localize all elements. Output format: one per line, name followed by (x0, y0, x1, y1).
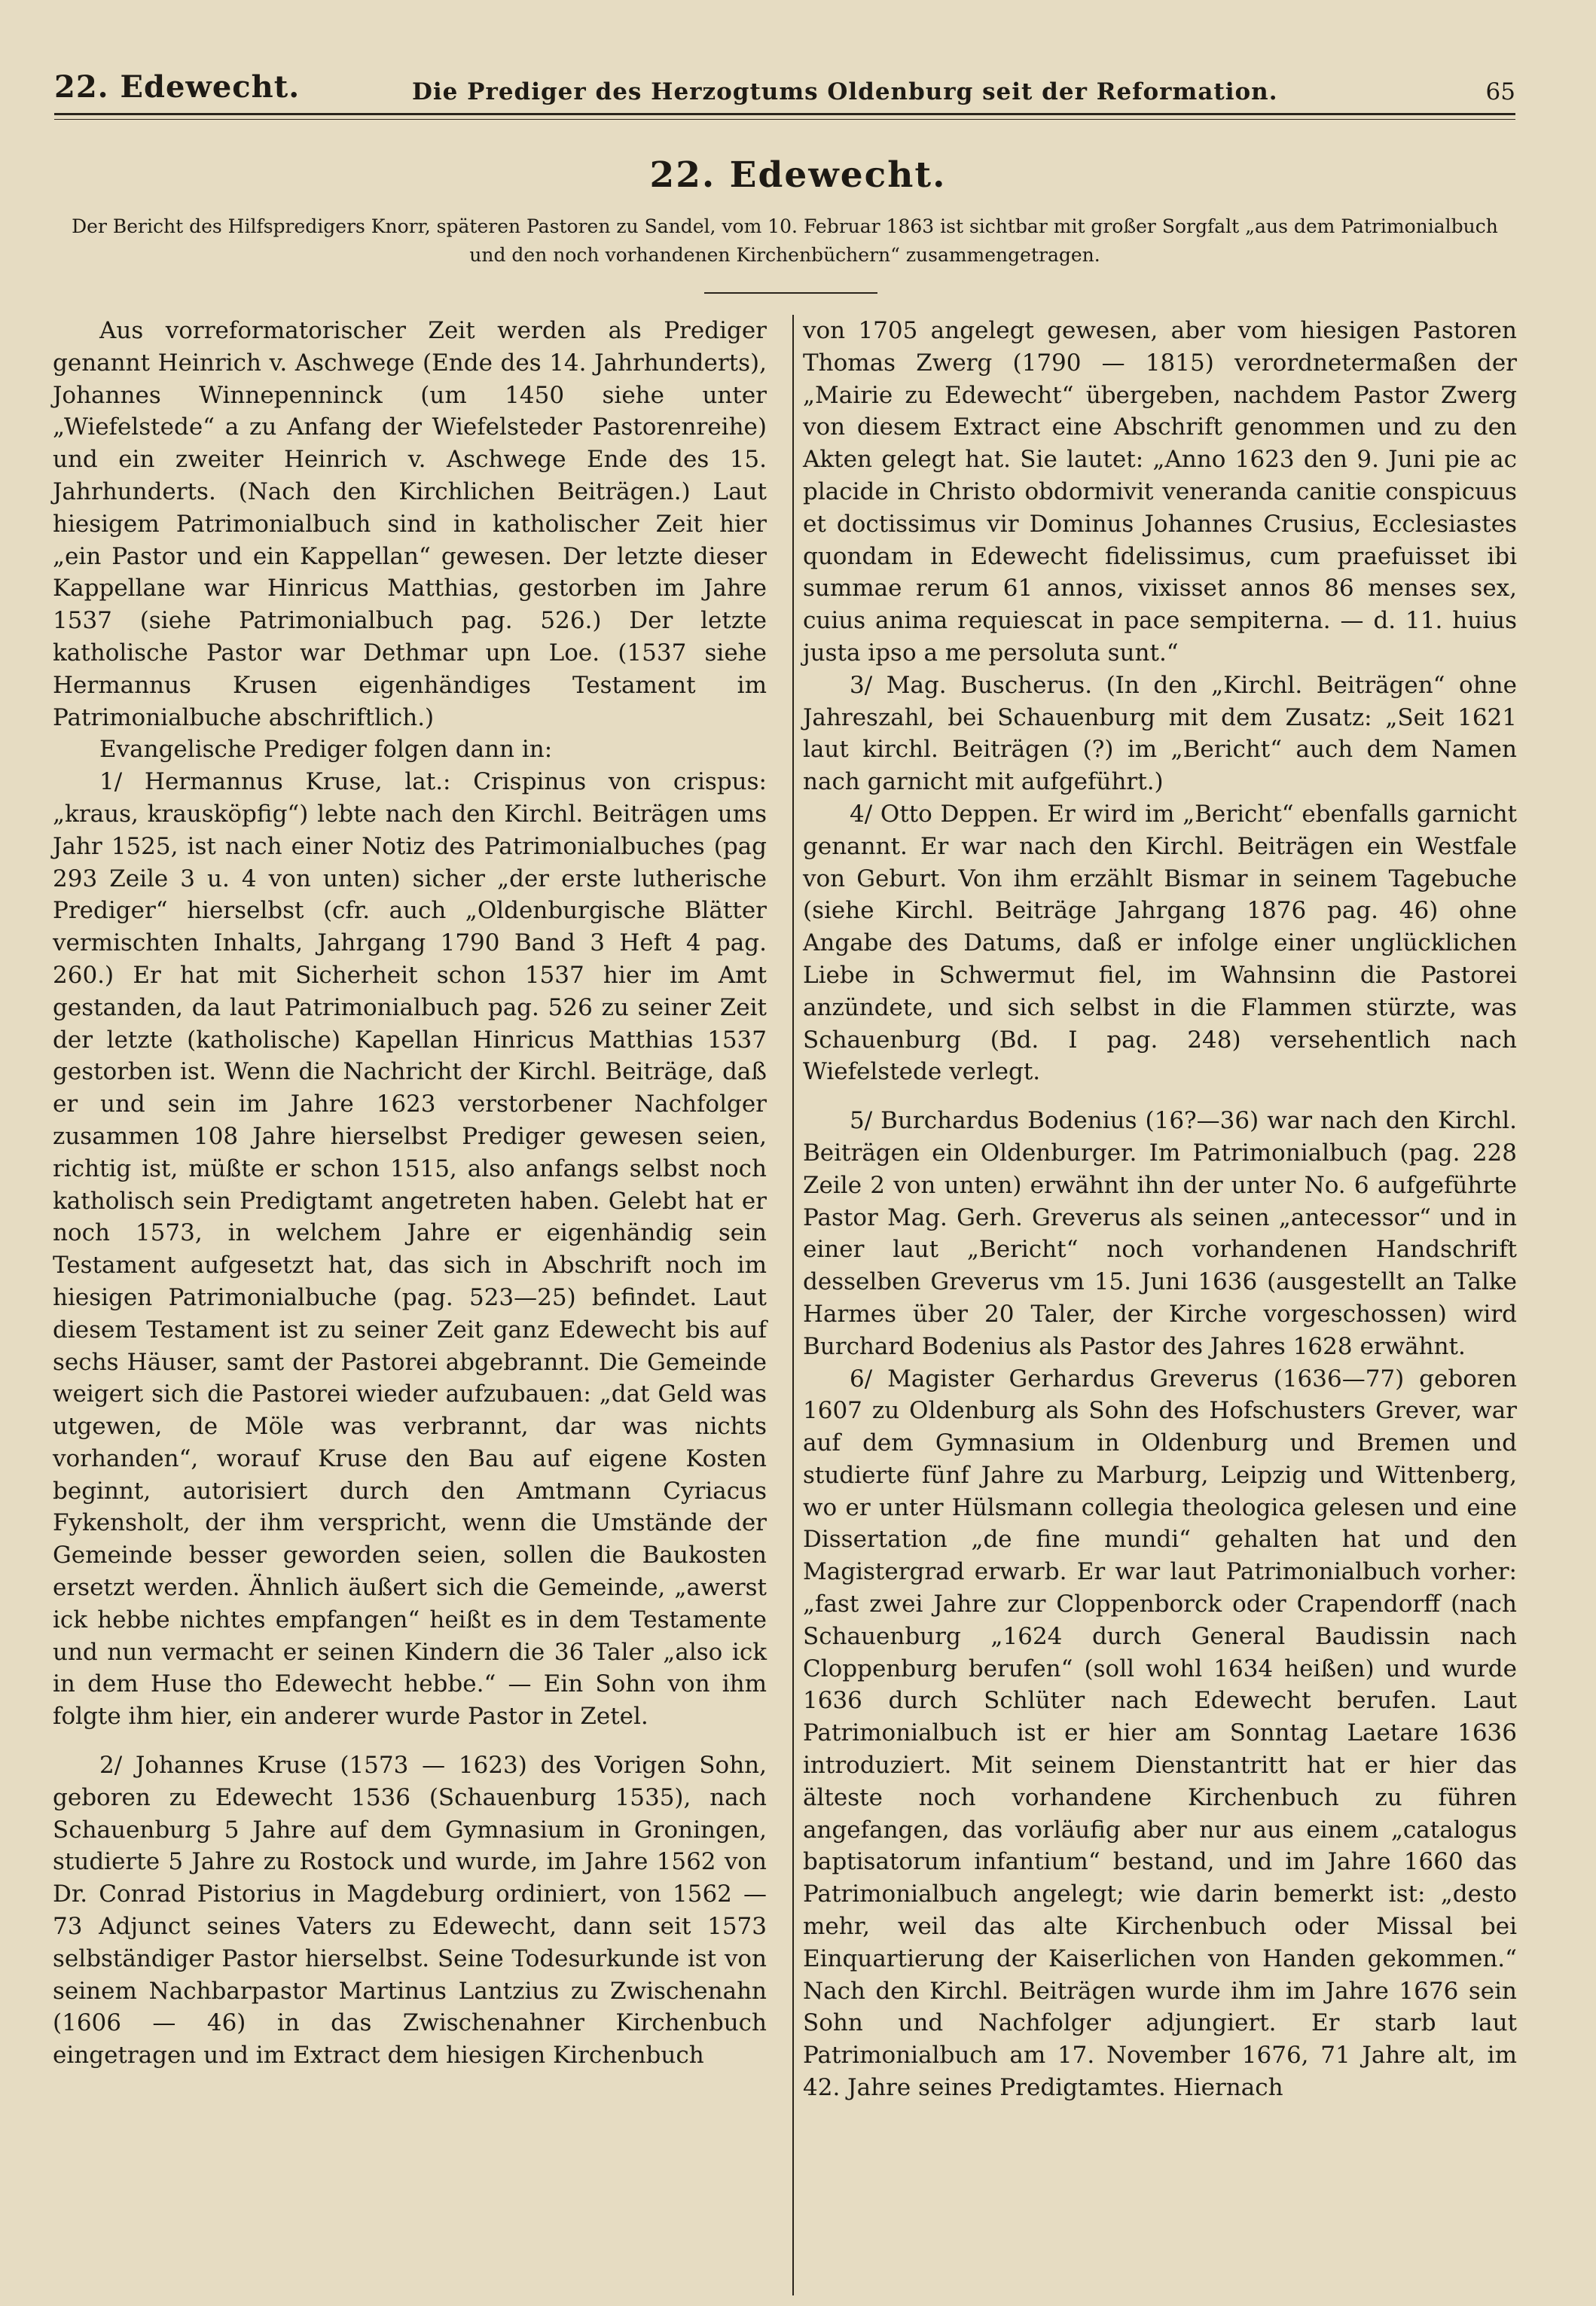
entry-3-buscherus: 3/ Mag. Buscherus. (In den „Kirchl. Beiträgen“ ohne Jahreszahl, bei Schauenburg mit dem Zusatz: „Seit 1621 laut kirchl. Beiträgen (?) im „Bericht“ auch dem Namen nach garnicht mit aufgeführt.) (803, 671, 1517, 796)
running-head-section: 22. Edewecht. (54, 69, 301, 105)
entry-2-johannes-kruse: 2/ Johannes Kruse (1573 — 1623) des Vorigen Sohn, geboren zu Edewecht 1536 (Schauenburg 1535), nach Schauenburg 5 Jahre auf dem Gymnasium in Groningen, studierte 5 Jahre zu Rostock und wurde, im Jahre 1562 von Dr. Conrad Pistorius in Magdeburg ordiniert, von 1562 — 73 Adjunct seines Vaters zu Edewecht, dann seit 1573 selbständiger Pastor hierselbst. Seine Todesurkunde ist von seinem Nachbarpastor Martinus Lantzius zu Zwischenahn (1606 — 46) in das Zwischenahner Kirchenbuch eingetragen und im Extract dem hiesigen Kirchenbuch (53, 1752, 767, 2070)
header-rule-thin (54, 119, 1515, 120)
running-head-title: Die Prediger des Herzogtums Oldenburg seit der Reformation. (412, 78, 1278, 105)
entry-5-bodenius: 5/ Burchardus Bodenius (16?—36) war nach den Kirchl. Beiträgen ein Oldenburger. Im Patrimonialbuch (pag. 228 Zeile 2 von unten) erwähnt ihn der unter No. 6 aufgeführte Pastor Mag. Gerh. Greverus als seinen „antecessor“ und in einer laut „Bericht“ noch vorhandenen Handschrift desselben Greverus vm 15. Juni 1636 (ausgestellt an Talke Harmes über 20 Taler, der Kirche vorgeschossen) wird Burchard Bodenius als Pastor des Jahres 1628 erwähnt. (803, 1107, 1517, 1360)
separator-rule (704, 292, 877, 294)
left-column (53, 315, 767, 2072)
header-rule (54, 113, 1515, 115)
entry-4-otto-deppen: 4/ Otto Deppen. Er wird im „Bericht“ ebenfalls garnicht genannt. Er war nach den Kirchl. Beiträgen ein Westfale von Geburt. Von ihm erzählt Bismar in seinem Tagebuche (siehe Kirchl. Beiträge Jahrgang 1876 pag. 46) ohne Angabe des Datums, daß er infolge einer unglücklichen Liebe in Schwermut fiel, im Wahnsinn die Pastorei anzündete, und sich selbst in die Flammen stürzte, was Schauenburg (Bd. I pag. 248) versehentlich nach Wiefelstede verlegt. (803, 800, 1517, 1086)
paragraph-pre-reformation: Aus vorreformatorischer Zeit werden als Prediger genannt Heinrich v. Aschwege (Ende des 14. Jahrhunderts), Johannes Winnepenninck (um 1450 siehe unter „Wiefelstede“ a zu Anfang der Wiefelsteder Pastorenreihe) und ein zweiter Heinrich v. Aschwege Ende des 15. Jahrhunderts. (Nach den Kirchlichen Beiträgen.) Laut hiesigem Patrimonialbuch sind in katholischer Zeit hier „ein Pastor und ein Kappellan“ gewesen. Der letzte dieser Kappellane war Hinricus Matthias, gestorben im Jahre 1537 (siehe Patrimonialbuch pag. 526.) Der letzte katholische Pastor war Dethmar upn Loe. (1537 siehe Hermannus Krusen eigenhändiges Testament im Patrimonialbuche abschriftlich.) (53, 317, 767, 731)
entry-6-greverus: 6/ Magister Gerhardus Greverus (1636—77) geboren 1607 zu Oldenburg als Sohn des Hofschusters Grever, war auf dem Gymnasium in Oldenburg und Bremen und studierte fünf Jahre zu Marburg, Leipzig und Wittenberg, wo er unter Hülsmann collegia theologica gelesen und eine Dissertation „de fine mundi“ gehalten hat und den Magistergrad erwarb. Er war laut Patrimonialbuch vorher: „fast zwei Jahre zur Cloppenborck oder Crapendorff (nach Schauenburg „1624 durch General Baudissin nach Cloppenburg berufen“ (soll wohl 1634 heißen) und wurde 1636 durch Schlüter nach Edewecht berufen. Laut Patrimonialbuch ist er hier am Sonntag Laetare 1636 introduziert. Mit seinem Dienstantritt hat er hier das älteste noch vorhandene Kirchenbuch zu führen angefangen, das vorläufig aber nur aus einem „catalogus baptisatorum infantium“ bestand, und im Jahre 1660 das Patrimonialbuch angelegt; wie darin bemerkt ist: „desto mehr, weil das alte Kirchenbuch oder Missal bei Einquartierung der Kaiserlichen von Handen gekommen.“ Nach den Kirchl. Beiträgen wurde ihm im Jahre 1676 sein Sohn und Nachfolger adjungiert. Er starb laut Patrimonialbuch am 17. November 1676, 71 Jahre alt, im 42. Jahre seines Predigtamtes. Hiernach (803, 1365, 1517, 2102)
paragraph-continuation: von 1705 angelegt gewesen, aber vom hiesigen Pastoren Thomas Zwerg (1790 — 1815) verordnetermaßen der „Mairie zu Edewecht“ übergeben, nachdem Pastor Zwerg von diesem Extract eine Abschrift genommen und zu den Akten gelegt hat. Sie lautet: „Anno 1623 den 9. Juni pie ac placide in Christo obdormivit veneranda canitie conspicuus et doctissimus vir Dominus Johannes Crusius, Ecclesiastes quondam in Edewecht fidelissimus, cum praefuisset ibi summae rerum 61 annos, vixisset annos 86 menses sex, cuius anima requiescat in pace sempiterna. — d. 11. huius justa ipso a me persoluta sunt.“ (803, 317, 1517, 666)
right-column (803, 315, 1517, 2104)
paragraph-evangelical-heading: Evangelische Prediger folgen dann in: (99, 736, 553, 764)
section-intro: Der Bericht des Hilfspredigers Knorr, späteren Pastoren zu Sandel, vom 10. Februar 1863 ist sichtbar mit großer Sorgfalt „aus dem Patrimonialbuch und den noch vorhandenen Kirchenbüchern“ zusammengetragen. (72, 215, 1498, 266)
page-number: 65 (1485, 78, 1515, 105)
section-title: 22. Edewecht. (649, 154, 947, 196)
entry-1-hermannus-kruse: 1/ Hermannus Kruse, lat.: Crispinus von crispus: „kraus, krausköpfig“) lebte nach den Kirchl. Beiträgen ums Jahr 1525, ist nach einer Notiz des Patrimonialbuches (pag 293 Zeile 3 u. 4 von unten) sicher „der erste lutherische Prediger“ hierselbst (cfr. auch „Oldenburgische Blätter vermischten Inhalts, Jahrgang 1790 Band 3 Heft 4 pag. 260.) Er hat mit Sicherheit schon 1537 hier im Amt gestanden, da laut Patrimonialbuch pag. 526 zu seiner Zeit der letzte (katholische) Kapellan Hinricus Matthias 1537 gestorben ist. Wenn die Nachricht der Kirchl. Beiträge, daß er und sein im Jahre 1623 verstorbener Nachfolger zusammen 108 Jahre hierselbst Prediger gewesen seien, richtig ist, müßte er schon 1515, also anfangs selbst noch katholisch sein Predigtamt angetreten haben. Gelebt hat er noch 1573, in welchem Jahre er eigenhändig sein Testament aufgesetzt hat, das sich in Abschrift noch im hiesigen Patrimonialbuche (pag. 523—25) befindet. Laut diesem Testament ist zu seiner Zeit ganz Edewecht bis auf sechs Häuser, samt der Pastorei abgebrannt. Die Gemeinde weigert sich die Pastorei wieder aufzubauen: „dat Geld was utgewen, de Möle was verbrannt, dar was nichts vorhanden“, worauf Kruse den Bau auf eigene Kosten beginnt, autorisiert durch den Amtmann Cyriacus Fykensholt, der ihm verspricht, wenn die Umstände der Gemeinde besser geworden seien, sollen die Baukosten ersetzt werden. Ähnlich äußert sich die Gemeinde, „awerst ick hebbe nichtes empfangen“ heißt es in dem Testamente und nun vermacht er seinen Kindern die 36 Taler „also ick in dem Huse tho Edewecht hebbe.“ — Ein Sohn von ihm folgte ihm hier, ein anderer wurde Pastor in Zetel. (53, 768, 767, 1731)
column-rule (792, 315, 794, 2295)
running-head (54, 69, 1515, 114)
